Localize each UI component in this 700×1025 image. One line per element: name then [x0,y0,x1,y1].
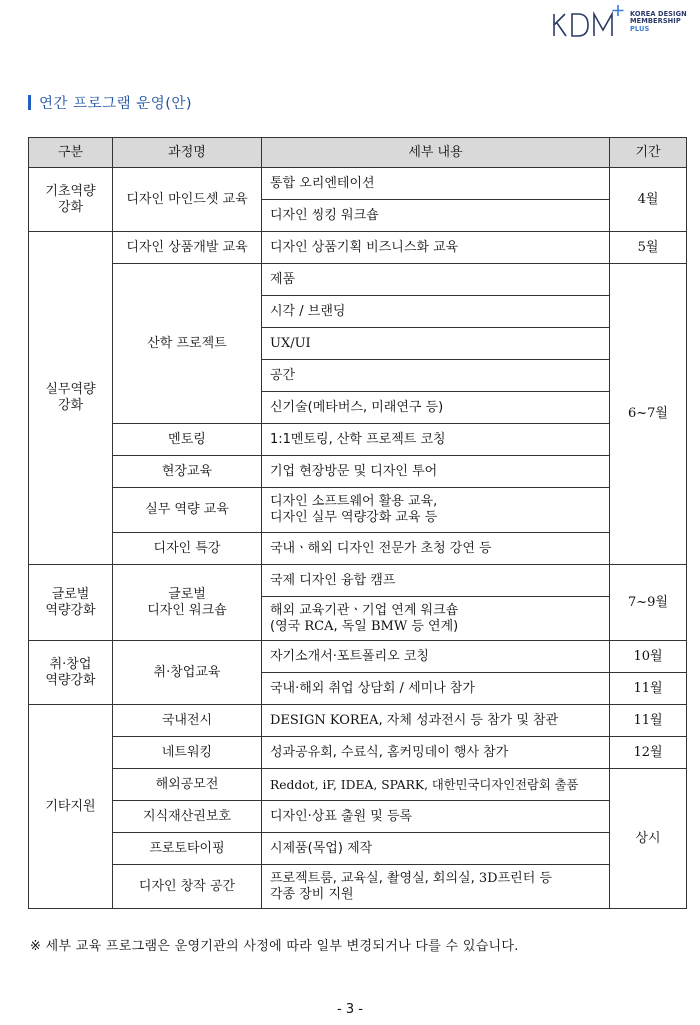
header-period: 기간 [610,138,687,168]
table-row [29,264,687,296]
period-cell: 6~7월 [610,264,687,565]
footnote: ※ 세부 교육 프로그램은 운영기관의 사정에 따라 일부 변경되거나 다를 수 있습니다. [30,939,519,954]
course-cell: 네트워킹 [113,737,262,769]
detail-cell: Reddot, iF, IDEA, SPARK, 대한민국디자인전람회 출품 [262,769,610,801]
detail-cell: 공간 [262,360,610,392]
detail-cell: UX/UI [262,328,610,360]
detail-cell: 디자인 상품기획 비즈니스화 교육 [262,232,610,264]
header-course: 과정명 [113,138,262,168]
table-row [29,488,687,533]
detail-cell: 신기술(메타버스, 미래연구 등) [262,392,610,424]
course-cell: 지식재산권보호 [113,801,262,833]
detail-cell: 시각 / 브랜딩 [262,296,610,328]
course-cell: 프로토타이핑 [113,833,262,865]
detail-cell: 국제 디자인 융합 캠프 [262,565,610,597]
period-cell: 5월 [610,232,687,264]
detail-cell: 성과공유회, 수료식, 홈커밍데이 행사 참가 [262,737,610,769]
table-row [29,801,687,833]
table-row [29,424,687,456]
detail-cell: 국내·해외 취업 상담회 / 세미나 참가 [262,673,610,705]
period-cell: 상시 [610,769,687,909]
detail-cell: 1:1멘토링, 산학 프로젝트 코칭 [262,424,610,456]
course-cell: 국내전시 [113,705,262,737]
header-category: 구분 [29,138,113,168]
period-cell: 7~9월 [610,565,687,641]
detail-cell: 제품 [262,264,610,296]
table-row [29,705,687,737]
course-cell: 해외공모전 [113,769,262,801]
table-row [29,641,687,673]
section-heading [28,92,192,112]
course-cell: 디자인 창작 공간 [113,865,262,909]
course-cell: 디자인 특강 [113,533,262,565]
period-cell: 11월 [610,673,687,705]
logo-line-2: MEMBERSHIP [630,17,681,26]
page-number: - 3 - [337,1002,363,1017]
detail-cell: 해외 교육기관ㆍ기업 연계 워크숍 (영국 RCA, 독일 BMW 등 연계) [262,597,610,641]
header-details: 세부 내용 [262,138,610,168]
category-cell: 기초역량 강화 [29,168,113,232]
detail-cell: 기업 현장방문 및 디자인 투어 [262,456,610,488]
course-cell: 취·창업교육 [113,641,262,705]
category-cell: 글로벌 역량강화 [29,565,113,641]
category-cell: 취·창업 역량강화 [29,641,113,705]
logo-line-3: PLUS [630,24,650,33]
course-cell: 멘토링 [113,424,262,456]
table-header-row [29,138,687,168]
section-accent-bar [28,95,31,110]
table-row [29,168,687,200]
table-row [29,456,687,488]
logo-wordmark [630,11,687,33]
table-row [29,833,687,865]
section-title: 연간 프로그램 운영(안) [39,95,193,112]
table-row [29,565,687,597]
table-row [29,533,687,565]
category-cell: 실무역량 강화 [29,232,113,565]
kdm-logo [550,2,690,46]
program-table [28,137,687,909]
course-cell: 산학 프로젝트 [113,264,262,424]
category-cell: 기타지원 [29,705,113,909]
detail-cell: DESIGN KOREA, 자체 성과전시 등 참가 및 참관 [262,705,610,737]
table-row [29,769,687,801]
detail-cell: 디자인 소프트웨어 활용 교육, 디자인 실무 역량강화 교육 등 [262,488,610,533]
table-row [29,232,687,264]
detail-cell: 디자인·상표 출원 및 등록 [262,801,610,833]
period-cell: 10월 [610,641,687,673]
detail-cell: 프로젝트룸, 교육실, 촬영실, 회의실, 3D프린터 등 각종 장비 지원 [262,865,610,909]
period-cell: 4월 [610,168,687,232]
table-row [29,737,687,769]
period-cell: 11월 [610,705,687,737]
detail-cell: 시제품(목업) 제작 [262,833,610,865]
detail-cell: 통합 오리엔테이션 [262,168,610,200]
course-cell: 현장교육 [113,456,262,488]
course-cell: 디자인 상품개발 교육 [113,232,262,264]
table-row [29,865,687,909]
course-cell: 글로벌 디자인 워크숍 [113,565,262,641]
detail-cell: 국내ㆍ해외 디자인 전문가 초청 강연 등 [262,533,610,565]
detail-cell: 디자인 씽킹 워크숍 [262,200,610,232]
kdm-logo-mark [550,2,630,42]
course-cell: 실무 역량 교육 [113,488,262,533]
logo-line-1: KOREA DESIGN [630,10,687,18]
period-cell: 12월 [610,737,687,769]
detail-cell: 자기소개서·포트폴리오 코칭 [262,641,610,673]
course-cell: 디자인 마인드셋 교육 [113,168,262,232]
